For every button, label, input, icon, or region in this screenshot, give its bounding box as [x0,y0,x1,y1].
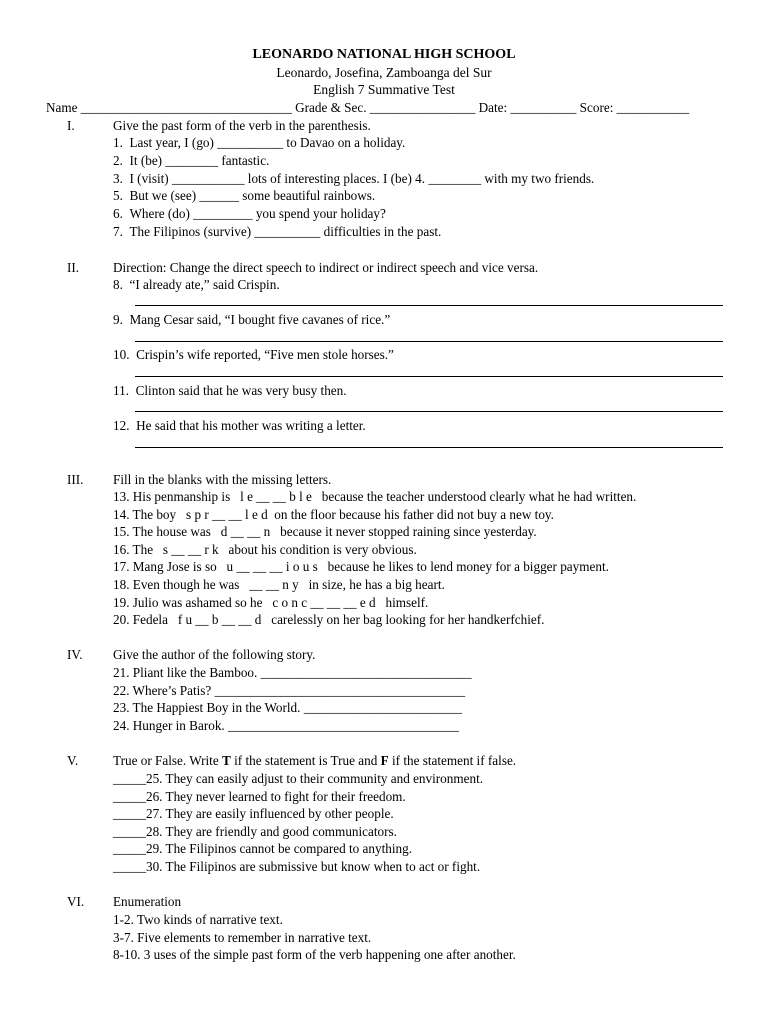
question-item: 17. Mang Jose is so u __ __ __ i o u s because he likes to lend money for a bigger payment. [113,559,609,574]
section-4-number: IV. [67,647,83,662]
question-item: 22. Where’s Patis? ______________________________________ [113,683,466,698]
question-item: 7. The Filipinos (survive) __________ difficulties in the past. [113,224,442,239]
test-title: English 7 Summative Test [313,82,455,97]
question-item: 12. He said that his mother was writing a letter. [113,418,366,433]
question-item: 1. Last year, I (go) __________ to Davao on a holiday. [113,135,406,150]
false-marker: F [380,753,389,768]
question-item: 14. The boy s p r __ __ l e d on the floor because his father did not buy a new toy. [113,507,554,522]
school-name: LEONARDO NATIONAL HIGH SCHOOL [252,47,516,62]
question-item: _____26. They never learned to fight for their freedom. [113,789,406,804]
direction-text: if the statement is True and [230,753,381,768]
question-item: 16. The s __ __ r k about his condition is very obvious. [113,542,417,557]
direction-text: if the statement if false. [388,753,517,768]
answer-line [135,376,723,377]
section-4-direction: Give the author of the following story. [113,647,316,662]
student-info-line: Name ________________________________ Grade & Sec. ________________ Date: __________ Score: ___________ [46,100,690,115]
section-2-direction: Direction: Change the direct speech to indirect or indirect speech and vice versa. [113,260,539,275]
question-item: _____28. They are friendly and good communicators. [113,824,397,839]
question-item: 2. It (be) ________ fantastic. [113,153,270,168]
answer-line [135,447,723,448]
question-item: 13. His penmanship is l e __ __ b l e because the teacher understood clearly what he had written. [113,489,637,504]
question-item: 11. Clinton said that he was very busy then. [113,383,347,398]
question-item: 24. Hunger in Barok. ___________________________________ [113,718,459,733]
answer-line [135,411,723,412]
question-item: 19. Julio was ashamed so he c o n c __ __ __ e d himself. [113,595,429,610]
question-item: 9. Mang Cesar said, “I bought five cavanes of rice.” [113,312,391,327]
question-item: 18. Even though he was __ __ n y in size, he has a big heart. [113,577,445,592]
section-1-number: I. [67,118,75,133]
direction-text: True or False. Write [113,753,222,768]
question-item: 3-7. Five elements to remember in narrative text. [113,930,372,945]
question-item: 20. Fedela f u __ b __ __ d carelessly on her bag looking for her handkerfchief. [113,612,545,627]
question-item: 1-2. Two kinds of narrative text. [113,912,283,927]
question-item: 8. “I already ate,” said Crispin. [113,277,280,292]
question-item: 15. The house was d __ __ n because it never stopped raining since yesterday. [113,524,537,539]
question-item: _____27. They are easily influenced by other people. [113,806,394,821]
school-address: Leonardo, Josefina, Zamboanga del Sur [276,65,492,80]
section-5-direction [113,752,516,769]
question-item: 23. The Happiest Boy in the World. ________________________ [113,700,462,715]
section-6-number: VI. [67,894,85,909]
answer-line [135,305,723,306]
question-item: 10. Crispin’s wife reported, “Five men stole horses.” [113,347,394,362]
question-item: _____30. The Filipinos are submissive but know when to act or fight. [113,859,481,874]
section-2-number: II. [67,260,80,275]
answer-line [135,341,723,342]
question-item: 3. I (visit) ___________ lots of interesting places. I (be) 4. ________ with my two friends. [113,171,595,186]
question-item: _____29. The Filipinos cannot be compared to anything. [113,841,412,856]
section-3-number: III. [67,472,84,487]
section-3-direction: Fill in the blanks with the missing letters. [113,472,332,487]
section-1-direction: Give the past form of the verb in the parenthesis. [113,118,371,133]
true-marker: T [222,753,231,768]
section-5-number: V. [67,753,79,768]
question-item: _____25. They can easily adjust to their community and environment. [113,771,484,786]
question-item: 21. Pliant like the Bamboo. ________________________________ [113,665,472,680]
question-item: 8-10. 3 uses of the simple past form of the verb happening one after another. [113,947,516,962]
question-item: 6. Where (do) _________ you spend your holiday? [113,206,386,221]
question-item: 5. But we (see) ______ some beautiful rainbows. [113,188,376,203]
section-6-direction: Enumeration [113,894,182,909]
